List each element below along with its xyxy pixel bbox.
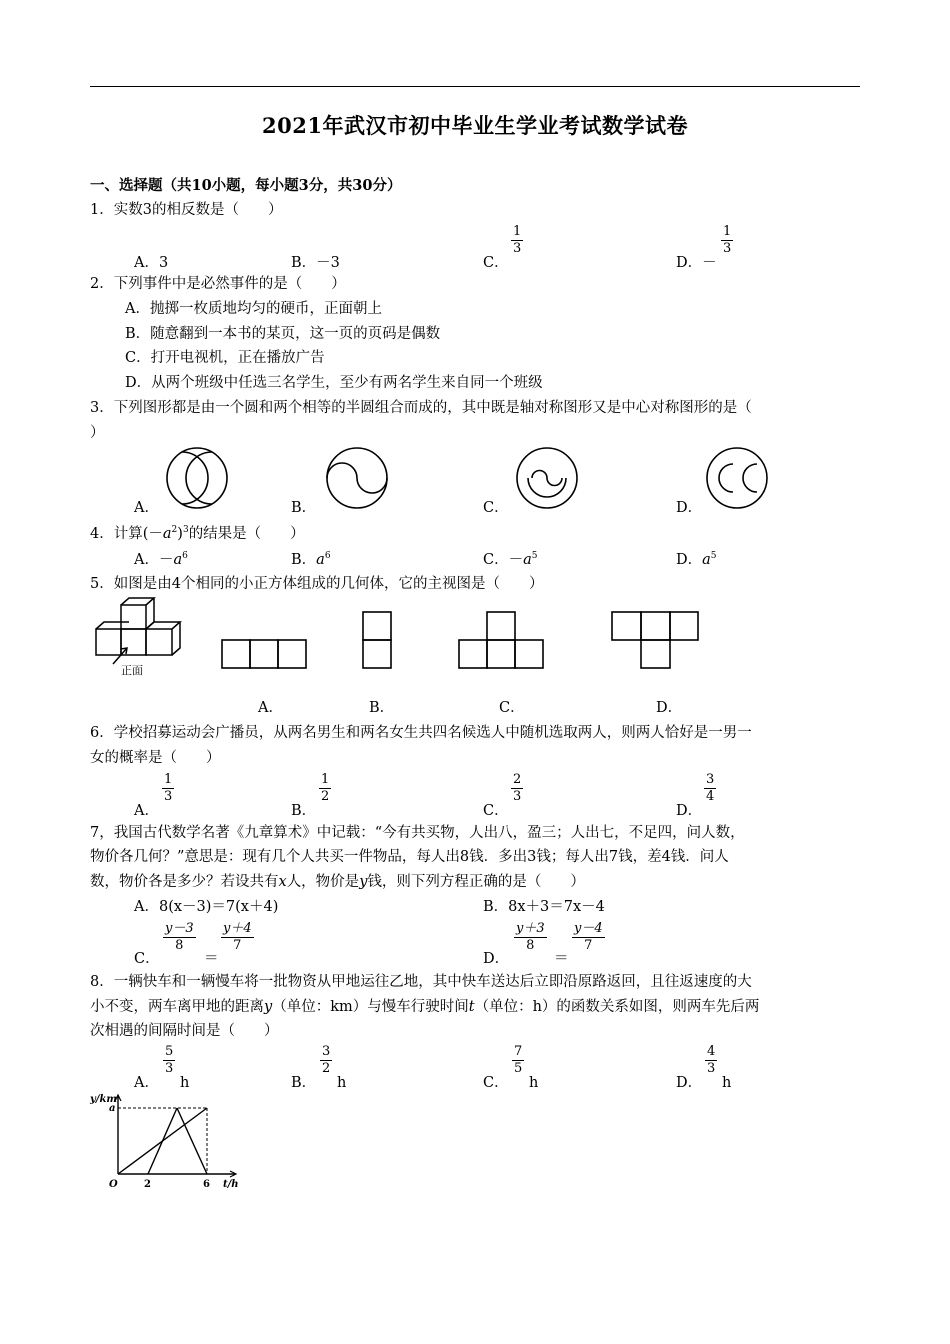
q5-front-label: 正面	[121, 664, 143, 677]
q8-option-b-unit: h	[337, 1075, 347, 1091]
q1-option-d-fraction: $\frac{1}{3}$	[723, 224, 732, 256]
q3-option-d: D．	[676, 500, 703, 516]
top-rule	[90, 86, 860, 87]
q8-option-c-fraction: $\frac{7}{5}$	[514, 1044, 523, 1076]
q8-option-d-fraction: $\frac{4}{3}$	[707, 1044, 716, 1076]
q8-stem-line2: 小不变，两车离甲地的距离y（单位：km）与慢车行驶时间t（单位：h）的函数关系如图，则两车先后两	[90, 999, 760, 1015]
q7-stem-line1: 7，我国古代数学名著《九章算术》中记载：“今有共买物，人出八，盈三；人出七，不足四，问人数，	[90, 825, 745, 841]
q1-option-a: A．3	[134, 255, 169, 271]
graph-a-label: a	[109, 1103, 116, 1114]
q2-stem: 2．下列事件中是必然事件的是（ ）	[90, 276, 346, 292]
q7-option-c: C．	[134, 951, 160, 967]
q7-option-a: A．8(x－3)＝7(x＋4)	[134, 899, 279, 915]
q8-option-a-unit: h	[180, 1075, 190, 1091]
q2-option-c: C．打开电视机，正在播放广告	[125, 350, 325, 366]
q8-stem-line1: 8．一辆快车和一辆慢车将一批物资从甲地运往乙地，其中快车送达后立即沿原路返回，且往返速度的大	[90, 974, 752, 990]
q2-option-b: B．随意翻到一本书的某页，这一页的页码是偶数	[125, 326, 441, 342]
q3-option-c: C．	[483, 500, 509, 516]
q7-stem-line2: 物价各几何？”意思是：现有几个人共买一件物品，每人出8钱．多出3钱；每人出7钱，差4钱．问人	[90, 849, 729, 865]
q5-option-a: A．	[258, 700, 283, 716]
q8-option-c: C．	[483, 1075, 509, 1091]
q5-stem: 5．如图是由4个相同的小正方体组成的几何体，它的主视图是（ ）	[90, 576, 544, 592]
q7-option-d-frac2: $\frac{y-4}{7}$	[574, 921, 603, 953]
q8-option-b-fraction: $\frac{3}{2}$	[322, 1044, 331, 1076]
q8-stem-line3: 次相遇的间隔时间是（ ）	[90, 1023, 279, 1039]
q1-option-b: B．－3	[291, 255, 340, 271]
q3-stem-line2: ）	[90, 425, 105, 441]
q8-option-c-unit: h	[529, 1075, 539, 1091]
q1-option-c-fraction: $\frac{1}{3}$	[513, 224, 522, 256]
q6-option-b: B．	[291, 803, 317, 819]
q6-option-d: D．	[676, 803, 703, 819]
q7-option-c-equals: ＝	[204, 951, 219, 967]
q3-figure-a	[165, 446, 229, 510]
q6-stem-line1: 6．学校招募运动会广播员，从两名男生和两名女生共四名候选人中随机选取两人，则两人恰好是一男一	[90, 725, 752, 741]
graph-t-label: t/h	[223, 1179, 239, 1190]
q2-option-a: A．抛掷一枚质地均匀的硬币，正面朝上	[125, 301, 382, 317]
q1-stem: 1．实数3的相反数是（ ）	[90, 202, 283, 218]
q6-option-c-fraction: $\frac{2}{3}$	[513, 772, 522, 804]
graph-tick-6: 6	[203, 1179, 210, 1190]
q5-option-c-figure	[457, 610, 545, 670]
q5-option-c: C．	[499, 700, 525, 716]
q3-figure-c	[515, 446, 579, 510]
q1-option-c: C．	[483, 255, 509, 271]
q7-option-b: B．8x＋3＝7x－4	[483, 899, 605, 915]
q7-option-c-frac2: $\frac{y+4}{7}$	[223, 921, 252, 953]
q4-option-a: A．$-a^6$	[134, 551, 188, 568]
q6-option-d-fraction: $\frac{3}{4}$	[706, 772, 715, 804]
q2-option-d: D．从两个班级中任选三名学生，至少有两名学生来自同一个班级	[125, 375, 543, 391]
q7-option-d: D．	[483, 951, 510, 967]
q8-graph	[90, 1090, 240, 1195]
q5-option-d-figure	[610, 610, 700, 670]
q3-figure-d	[705, 446, 769, 510]
q5-option-d: D．	[656, 700, 683, 716]
q5-solid-figure	[93, 596, 193, 680]
q6-option-c: C．	[483, 803, 509, 819]
q3-stem-line1: 3．下列图形都是由一个圆和两个相等的半圆组合而成的，其中既是轴对称图形又是中心对称图形的是（	[90, 400, 752, 416]
q7-option-d-frac1: $\frac{y+3}{8}$	[516, 921, 545, 953]
q4-option-d: D．$a^5$	[676, 551, 717, 568]
q4-stem: 4．计算$(-a^2)^3$的结果是（ ）	[90, 525, 305, 542]
q8-option-b: B．	[291, 1075, 317, 1091]
q6-option-b-fraction: $\frac{1}{2}$	[321, 772, 330, 804]
graph-tick-2: 2	[144, 1179, 151, 1190]
q5-option-b-figure	[361, 610, 393, 670]
graph-y-label: y/km	[90, 1094, 117, 1105]
page-title: 2021年武汉市初中毕业生学业考试数学试卷	[262, 113, 688, 138]
q8-option-a-fraction: $\frac{5}{3}$	[165, 1044, 174, 1076]
q8-option-d-unit: h	[722, 1075, 732, 1091]
q6-stem-line2: 女的概率是（ ）	[90, 750, 221, 766]
q4-option-c: C．$-a^5$	[483, 551, 538, 568]
q6-option-a-fraction: $\frac{1}{3}$	[164, 772, 173, 804]
q7-option-d-equals: ＝	[554, 951, 569, 967]
graph-origin-label: O	[109, 1179, 118, 1190]
q4-option-b: B．$a^6$	[291, 551, 331, 568]
q3-option-a: A．	[134, 500, 159, 516]
q7-option-c-frac1: $\frac{y-3}{8}$	[165, 921, 194, 953]
section-heading: 一、选择题（共10小题，每小题3分，共30分）	[90, 177, 402, 194]
q3-figure-b	[325, 446, 389, 510]
q5-option-b: B．	[369, 700, 395, 716]
q3-option-b: B．	[291, 500, 317, 516]
graph-fast-car-out-line	[148, 1108, 177, 1174]
q8-option-d: D．	[676, 1075, 703, 1091]
q6-option-a: A．	[134, 803, 159, 819]
graph-fast-car-return-line	[177, 1108, 207, 1174]
q1-option-d: D．－	[676, 255, 717, 271]
q7-stem-line3: 数，物价各是多少？若设共有x人，物价是y钱，则下列方程正确的是（ ）	[90, 874, 585, 890]
q5-option-a-figure	[221, 638, 309, 670]
q8-option-a: A．	[134, 1075, 159, 1091]
